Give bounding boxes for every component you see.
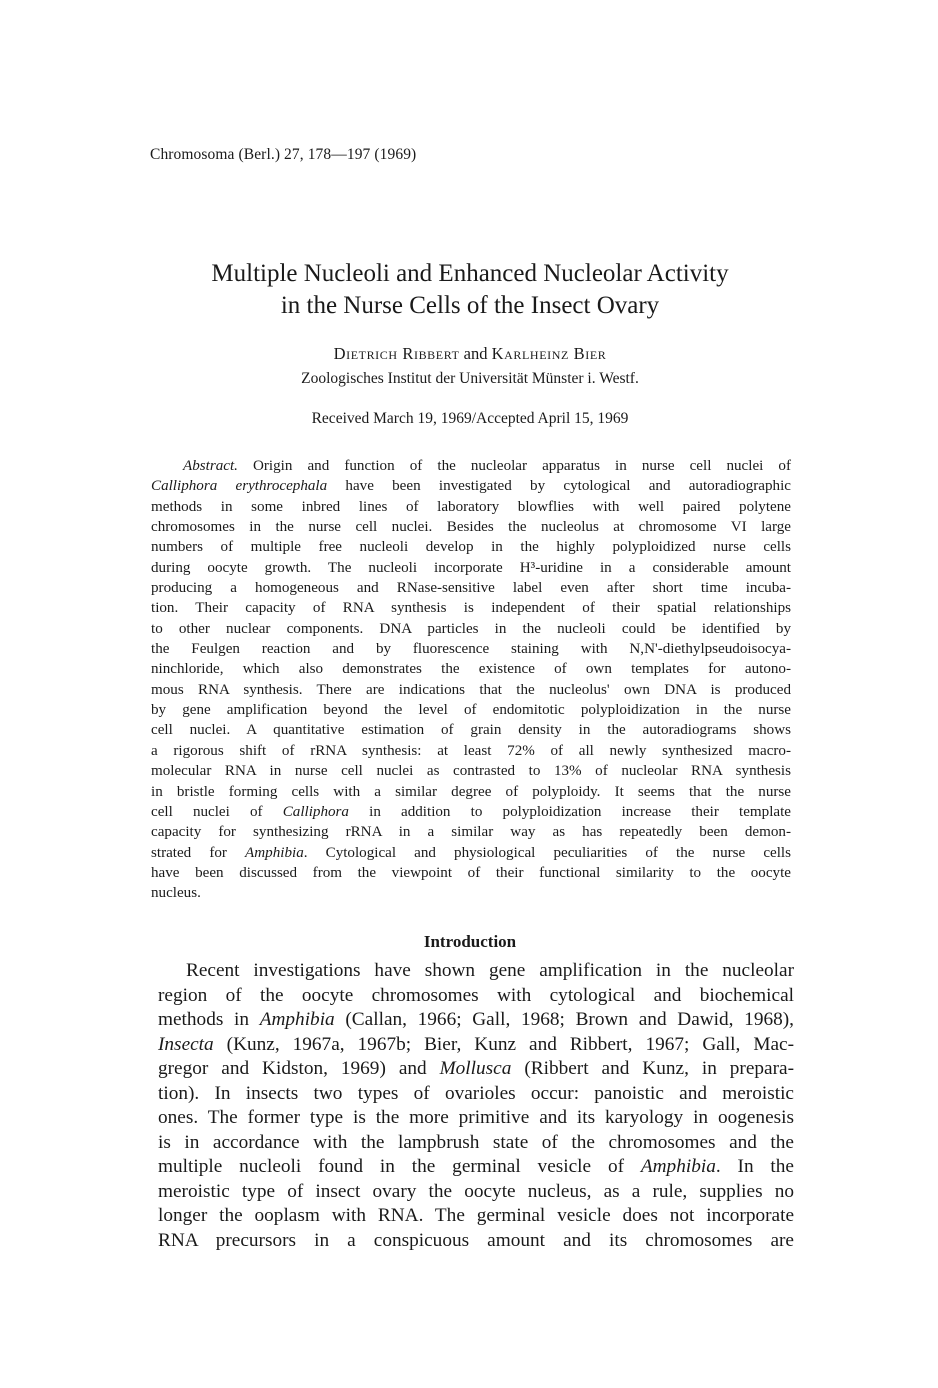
body-line: methods in Amphibia (Callan, 1966; Gall, 1968; Brown and Dawid, 1968), <box>158 1009 794 1031</box>
abstract-line: tion. Their capacity of RNA synthesis is independent of their spatial relationships <box>151 600 791 617</box>
abstract-line: methods in some inbred lines of laboratory blowflies with well paired polytene <box>151 498 791 515</box>
abstract <box>151 456 791 904</box>
body-line: meroistic type of insect ovary the oocyte nucleus, as a rule, supplies no <box>158 1180 794 1202</box>
body-line: tion). In insects two types of ovarioles occur: panoistic and meroistic <box>158 1082 794 1104</box>
abstract-line: the Feulgen reaction and by fluorescence staining with N,N'-diethylpseudoisocya- <box>151 641 791 658</box>
abstract-line: by gene amplification beyond the level of endomitotic polyploidization in the nurse <box>151 702 791 719</box>
title-line: in the Nurse Cells of the Insect Ovary <box>280 292 660 319</box>
abstract-line: numbers of multiple free nucleoli develop in the highly polyploidized nurse cells <box>151 539 791 556</box>
abstract-line: ninchloride, which also demonstrates the existence of own templates for autono- <box>151 661 791 678</box>
abstract-line: molecular RNA in nurse cell nuclei as contrasted to 13% of nucleolar RNA synthesis <box>151 763 791 780</box>
abstract-line: producing a homogeneous and RNase-sensitive label even after short time incuba- <box>151 580 791 597</box>
abstract-label: Abstract. <box>183 458 238 474</box>
body-line: multiple nucleoli found in the germinal vesicle of Amphibia. In the <box>158 1156 794 1178</box>
abstract-line: during oocyte growth. The nucleoli incorporate H³-uridine in a considerable amount <box>151 559 791 576</box>
abstract-line: cell nuclei. A quantitative estimation of grain density in the autoradiograms shows <box>151 722 791 739</box>
body-line: Recent investigations have shown gene amplification in the nucleolar <box>186 960 794 981</box>
introduction-body <box>158 959 794 1254</box>
abstract-line: to other nuclear components. DNA particles in the nucleoli could be identified by <box>151 620 791 637</box>
abstract-line: in bristle forming cells with a similar degree of polyploidy. It seems that the nurse <box>151 783 791 800</box>
abstract-line: capacity for synthesizing rRNA in a similar way as has repeatedly been demon- <box>151 824 791 841</box>
abstract-line: mous RNA synthesis. There are indications that the nucleolus' own DNA is produced <box>151 681 791 698</box>
article-title <box>100 258 840 322</box>
author-conjunction: and <box>463 344 488 363</box>
abstract-line: cell nuclei of Calliphora in addition to polyploidization increase their template <box>151 803 791 820</box>
abstract-line: Calliphora erythrocephala have been investigated by cytological and autoradiographic <box>151 478 791 495</box>
body-line: RNA precursors in a conspicuous amount and its chromosomes are <box>158 1230 794 1252</box>
title-line: Multiple Nucleoli and Enhanced Nucleolar Activity <box>211 260 729 287</box>
author-list <box>100 344 840 364</box>
abstract-line: strated for Amphibia. Cytological and physiological peculiarities of the nurse cells <box>151 844 791 861</box>
body-line: gregor and Kidston, 1969) and Mollusca (Ribbert and Kunz, in prepara- <box>158 1058 795 1080</box>
body-line: region of the oocyte chromosomes with cytological and biochemical <box>158 984 794 1006</box>
received-dates: Received March 19, 1969/Accepted April 15, 1969 <box>311 410 629 427</box>
body-line: longer the ooplasm with RNA. The germinal vesicle does not incorporate <box>158 1205 794 1227</box>
abstract-line: a rigorous shift of rRNA synthesis: at least 72% of all newly synthesized macro- <box>151 742 791 759</box>
body-line: Insecta (Kunz, 1967a, 1967b; Bier, Kunz and Ribbert, 1967; Gall, Mac- <box>158 1033 794 1055</box>
abstract-line: chromosomes in the nurse cell nuclei. Besides the nucleolus at chromosome VI large <box>151 519 791 536</box>
abstract-line: nucleus. <box>151 885 201 902</box>
affiliation: Zoologisches Institut der Universität Münster i. Westf. <box>301 370 639 387</box>
abstract-line: Abstract. Origin and function of the nucleolar apparatus in nurse cell nuclei of <box>183 458 791 474</box>
body-line: ones. The former type is the more primitive and its karyology in oogenesis <box>158 1107 794 1129</box>
author-name: Dietrich Ribbert <box>333 344 460 363</box>
journal-reference: Chromosoma (Berl.) 27, 178—197 (1969) <box>150 146 417 163</box>
section-heading: Introduction <box>423 932 517 951</box>
body-line: is in accordance with the lampbrush state of the chromosomes and the <box>158 1131 794 1153</box>
abstract-line: have been discussed from the viewpoint of their functional similarity to the oocyte <box>151 864 791 881</box>
author-name: Karlheinz Bier <box>491 344 607 363</box>
